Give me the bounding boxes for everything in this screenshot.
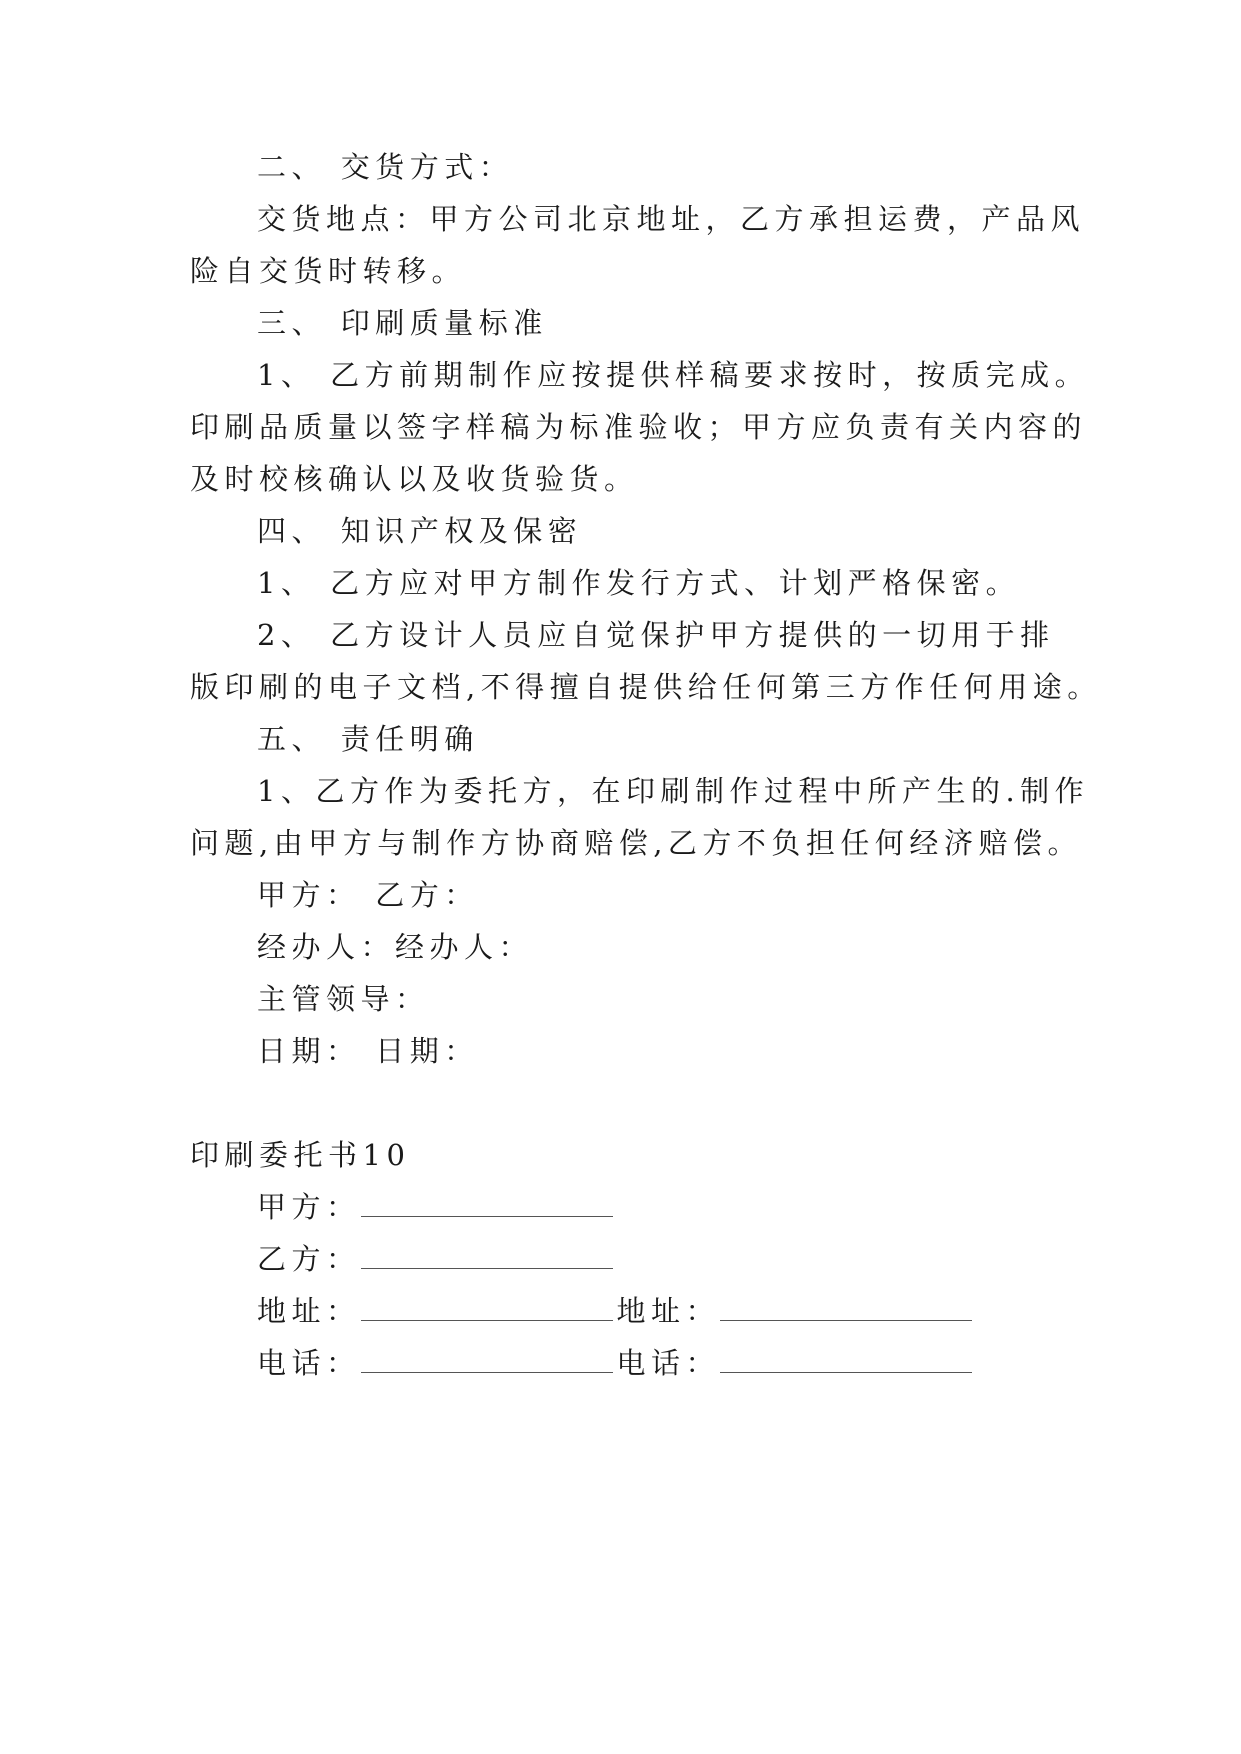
address-row bbox=[257, 1291, 976, 1331]
signature-dates: 日期： 日期： bbox=[257, 1034, 479, 1068]
liability-heading: 五、 责任明确 bbox=[257, 722, 479, 756]
phone-blank-a bbox=[361, 1346, 613, 1373]
phone-label-a: 电话： bbox=[257, 1346, 361, 1380]
ip-heading: 四、 知识产权及保密 bbox=[257, 514, 583, 548]
quality-heading: 三、 印刷质量标准 bbox=[257, 306, 548, 340]
ip-item-1: 1、 乙方应对甲方制作发行方式、计划严格保密。 bbox=[257, 566, 1021, 600]
ip-item-2-line-1: 2、 乙方设计人员应自觉保护甲方提供的一切用于排 bbox=[257, 618, 1055, 652]
party-b-label: 乙方： bbox=[257, 1242, 361, 1276]
next-doc-title: 印刷委托书10 bbox=[190, 1138, 411, 1172]
delivery-line-1: 交货地点：甲方公司北京地址，乙方承担运费，产品风 bbox=[257, 202, 1086, 236]
phone-label-b: 电话： bbox=[616, 1346, 721, 1380]
address-blank-b bbox=[720, 1294, 972, 1321]
liability-line-1: 1、乙方作为委托方，在印刷制作过程中所产生的.制作 bbox=[257, 774, 1090, 808]
ip-item-2-line-2: 版印刷的电子文档,不得擅自提供给任何第三方作任何用途。 bbox=[190, 670, 1102, 704]
signature-parties: 甲方： 乙方： bbox=[257, 878, 479, 912]
party-a-blank bbox=[361, 1190, 613, 1217]
quality-line-1: 1、 乙方前期制作应按提供样稿要求按时，按质完成。 bbox=[257, 358, 1090, 392]
phone-row bbox=[257, 1343, 976, 1383]
phone-blank-b bbox=[720, 1346, 972, 1373]
address-label-a: 地址： bbox=[257, 1294, 361, 1328]
address-label-b: 地址： bbox=[616, 1294, 721, 1328]
party-a-label: 甲方： bbox=[257, 1190, 361, 1224]
party-b-blank bbox=[361, 1242, 613, 1269]
delivery-line-2: 险自交货时转移。 bbox=[190, 254, 467, 288]
quality-line-3: 及时校核确认以及收货验货。 bbox=[190, 462, 639, 496]
signature-supervisor: 主管领导： bbox=[257, 982, 430, 1016]
quality-line-2: 印刷品质量以签字样稿为标准验收；甲方应负责有关内容的 bbox=[190, 410, 1088, 444]
delivery-heading: 二、 交货方式： bbox=[257, 150, 514, 184]
party-b-row bbox=[257, 1239, 617, 1279]
liability-line-2: 问题,由甲方与制作方协商赔偿,乙方不负担任何经济赔偿。 bbox=[190, 826, 1082, 860]
address-blank-a bbox=[361, 1294, 613, 1321]
signature-handlers: 经办人：经办人： bbox=[257, 930, 534, 964]
party-a-row bbox=[257, 1187, 617, 1227]
